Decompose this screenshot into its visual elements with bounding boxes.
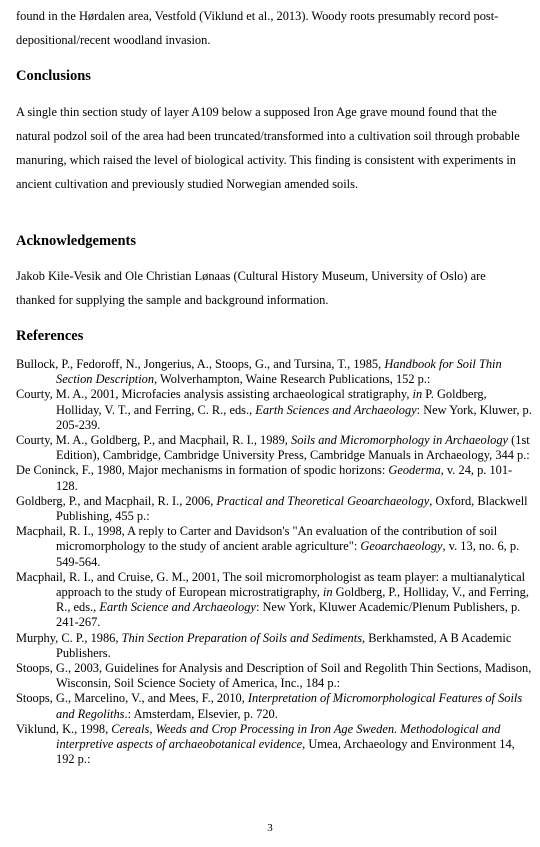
reference-item: Stoops, G., 2003, Guidelines for Analysis and Description of Soil and Regolith Thin Sections, Madison, Wisconsin, Soil Science Society of America, Inc., 184 p.: bbox=[16, 661, 532, 691]
acknowledgements-paragraph: Jakob Kile-Vesik and Ole Christian Lønaas (Cultural History Museum, University of Oslo) are thanked for supplying the sample and background information. bbox=[16, 269, 486, 307]
references-heading: References bbox=[16, 328, 84, 344]
reference-item: De Coninck, F., 1980, Major mechanisms in formation of spodic horizons: Geoderma, v. 24, p. 101-128. bbox=[16, 463, 513, 493]
body-paragraph-continued: found in the Hørdalen area, Vestfold (Viklund et al., 2013). Woody roots presumably record post-depositional/recent woodland invasion. bbox=[16, 9, 499, 47]
reference-list bbox=[16, 357, 532, 767]
reference-item: Courty, M. A., 2001, Microfacies analysis assisting archaeological stratigraphy, in P. Goldberg, Holliday, V. T., and Ferring, C. R., eds., Earth Sciences and Archaeology: New York, Kluwer, p. 205-239. bbox=[16, 387, 532, 432]
reference-item: Macphail, R. I., and Cruise, G. M., 2001, The soil micromorphologist as team player: a multianalytical approach to the study of European microstratigraphy, in Goldberg, P., Holliday, V., and Ferring, R., eds., Earth Science and Archaeology: New York, Kluwer Academic/Plenum Publishers, p. 241-267. bbox=[16, 569, 529, 630]
page-number: 3 bbox=[267, 822, 273, 834]
reference-item: Courty, M. A., Goldberg, P., and Macphail, R. I., 1989, Soils and Micromorphology in Archaeology (1st Edition), Cambridge, Cambridge University Press, Cambridge Manuals in Archaeology, 344 p.: bbox=[16, 433, 530, 463]
reference-item: Stoops, G., Marcelino, V., and Mees, F., 2010, Interpretation of Micromorphological Features of Soils and Regoliths.: Amsterdam, Elsevier, p. 720. bbox=[16, 691, 523, 721]
conclusions-paragraph: A single thin section study of layer A109 below a supposed Iron Age grave mound found that the natural podzol soil of the area had been truncated/transformed into a cultivation soil through probable manuring, which raised the level of biological activity. This finding is consistent with experiments in ancient cultivation and previously studied Norwegian amended soils. bbox=[16, 105, 520, 191]
reference-item: Bullock, P., Fedoroff, N., Jongerius, A., Stoops, G., and Tursina, T., 1985, Handbook for Soil Thin Section Description, Wolverhampton, Waine Research Publications, 152 p.: bbox=[16, 357, 502, 387]
reference-item: Murphy, C. P., 1986, Thin Section Preparation of Soils and Sediments, Berkhamsted, A B Academic Publishers. bbox=[16, 630, 512, 660]
reference-item: Macphail, R. I., 1998, A reply to Carter and Davidson's "An evaluation of the contribution of soil micromorphology to the study of ancient arable agriculture": Geoarchaeology, v. 13, no. 6, p. 549-564. bbox=[16, 524, 520, 569]
reference-item: Goldberg, P., and Macphail, R. I., 2006, Practical and Theoretical Geoarchaeology, Oxford, Blackwell Publishing, 455 p.: bbox=[16, 493, 528, 524]
reference-item: Viklund, K., 1998, Cereals, Weeds and Crop Processing in Iron Age Sweden. Methodological and interpretive aspects of archaeobotanical evidence, Umea, Archaeology and Environment 14, 192 p.: bbox=[16, 721, 515, 767]
conclusions-heading: Conclusions bbox=[16, 68, 91, 84]
acknowledgements-heading: Acknowledgements bbox=[16, 233, 137, 249]
